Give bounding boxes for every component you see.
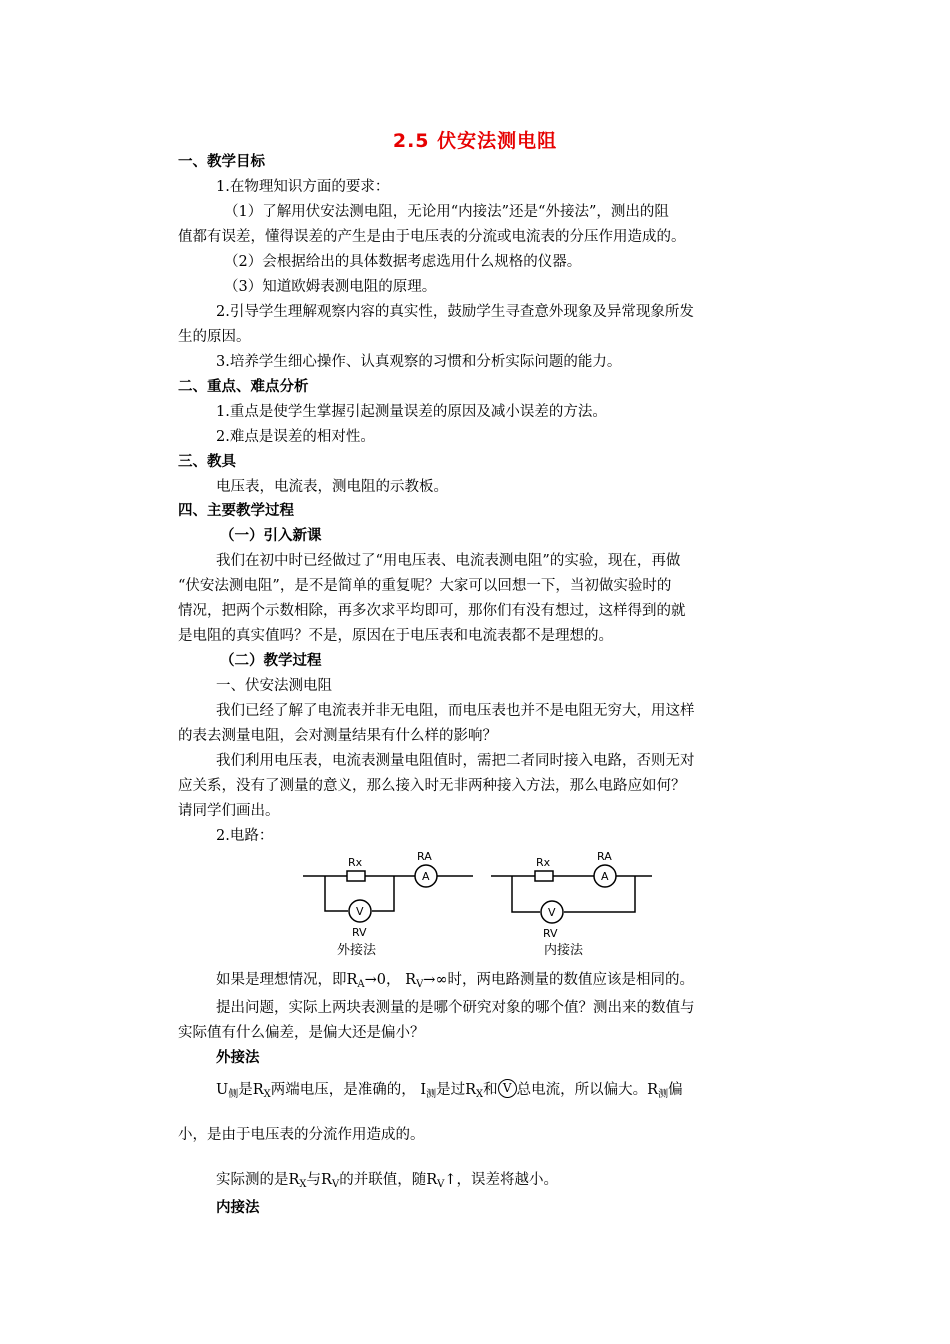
int-voltmeter-letter: V	[548, 906, 556, 919]
int-ammeter-letter: A	[601, 870, 609, 883]
para2-line3: 请同学们画出。	[178, 803, 280, 819]
intro-line2: “伏安法测电阻”，是不是简单的重复呢？大家可以回想一下，当初做实验时的	[178, 578, 672, 594]
item-voltammetry: 一、伏安法测电阻	[216, 678, 332, 694]
subheading-process: （二）教学过程	[220, 653, 322, 669]
question-line1: 提出问题，实际上两块表测量的是哪个研究对象的哪个值？测出来的数值与	[216, 1000, 695, 1016]
ext-rx-label: Rx	[348, 856, 363, 869]
int-rx-label: Rx	[536, 856, 551, 869]
heading-teaching-process: 四、主要教学过程	[178, 503, 294, 519]
heading-teaching-goals: 一、教学目标	[178, 154, 265, 170]
key-point-2: 2.难点是误差的相对性。	[216, 429, 375, 445]
circuit-label: 2.电路：	[216, 828, 274, 844]
page-title: 2.5 伏安法测电阻	[392, 130, 558, 152]
int-rv-label: RV	[543, 927, 558, 940]
heading-equipment: 三、教具	[178, 454, 236, 470]
external-analysis-line2: 小，是由于电压表的分流作用造成的。	[178, 1127, 425, 1143]
equipment-list: 电压表，电流表，测电阻的示教板。	[216, 479, 448, 495]
goal-2-line2: 生的原因。	[178, 329, 251, 345]
question-line2: 实际值有什么偏差，是偏大还是偏小？	[178, 1025, 425, 1041]
goal-3: 3.培养学生细心操作、认真观察的习惯和分析实际问题的能力。	[216, 354, 622, 370]
goal-1: 1.在物理知识方面的要求：	[216, 179, 390, 195]
ext-resistor	[347, 871, 365, 881]
intro-line1: 我们在初中时已经做过了“用电压表、电流表测电阻”的实验，现在，再做	[216, 553, 681, 569]
para2-line2: 应关系，没有了测量的意义，那么接入时无非两种接入方法，那么电路应如何？	[178, 778, 686, 794]
ext-caption: 外接法	[337, 943, 377, 958]
para2-line1: 我们利用电压表，电流表测量电阻值时，需把二者同时接入电路，否则无对	[216, 753, 695, 769]
ext-voltmeter-branch-right	[372, 876, 394, 911]
ideal-condition: 如果是理想情况，即$R_A\to 0$， $R_V\to\infty$时，两电路测量的数值应该是相同的。	[216, 972, 695, 990]
key-point-1: 1.重点是使学生掌握引起测量误差的原因及减小误差的方法。	[216, 404, 607, 420]
heading-external-connection: 外接法	[216, 1050, 260, 1066]
subheading-intro: （一）引入新课	[220, 528, 322, 544]
int-caption: 内接法	[544, 943, 584, 958]
int-ra-label: RA	[597, 850, 612, 863]
intro-line4: 是电阻的真实值吗？不是，原因在于电压表和电流表都不是理想的。	[178, 628, 613, 644]
intro-line3: 情况，把两个示数相除，再多次求平均即可，那你们有没有想过，这样得到的就	[178, 603, 686, 619]
external-analysis-line1: $U_侧$是$R_X$两端电压，是准确的， $I_测$是过$R_X$和 V 总电流，所以偏大。$R_测$偏	[216, 1081, 683, 1100]
circuit-diagrams	[295, 846, 665, 961]
ext-voltmeter-letter: V	[356, 905, 364, 918]
ext-ammeter-letter: A	[422, 870, 430, 883]
goal-1c: （3）知道欧姆表测电阻的原理。	[224, 279, 437, 295]
ext-ra-label: RA	[417, 850, 432, 863]
ext-rv-label: RV	[352, 926, 367, 939]
para1-line1: 我们已经了解了电流表并非无电阻，而电压表也并不是电阻无穷大，用这样	[216, 703, 695, 719]
voltmeter-icon: V	[498, 1079, 517, 1098]
heading-key-points: 二、重点、难点分析	[178, 379, 309, 395]
para1-line2: 的表去测量电阻，会对测量结果有什么样的影响？	[178, 728, 497, 744]
goal-1a-line2: 值都有误差，懂得误差的产生是由于电压表的分流或电流表的分压作用造成的。	[178, 229, 686, 245]
ext-voltmeter-branch	[325, 876, 348, 911]
goal-1b: （2）会根据给出的具体数据考虑选用什么规格的仪器。	[224, 254, 582, 270]
goal-1a-line1: （1）了解用伏安法测电阻，无论用“内接法”还是“外接法”，测出的阻	[224, 204, 669, 220]
actual-measurement: 实际测的是$R_X$与$R_V$的并联值，随$R_V↑$，误差将越小。	[216, 1172, 559, 1190]
int-resistor	[535, 871, 553, 881]
goal-2-line1: 2.引导学生理解观察内容的真实性，鼓励学生寻查意外现象及异常现象所发	[216, 304, 694, 320]
heading-internal-connection: 内接法	[216, 1200, 260, 1216]
